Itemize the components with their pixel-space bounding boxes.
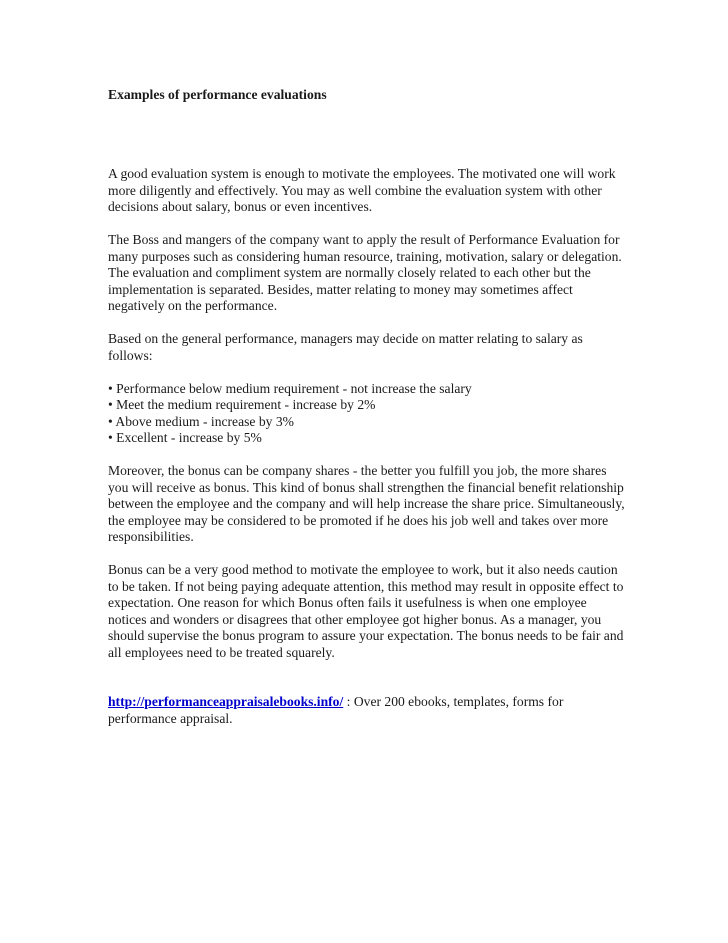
paragraph-bonus-caution: Bonus can be a very good method to motivate the employee to work, but it also needs caution to be taken. If not being paying adequate attention, this method may result in opposite effect to expectation. One reason for which Bonus often fails it usefulness is when one employee notices and wonders or disagrees that other employee got higher bonus. As a manager, you should supervise the bonus program to assure your expectation. The bonus needs to be fair and all employees need to be treated squarely.: [108, 562, 624, 660]
paragraph-boss-managers: The Boss and mangers of the company want to apply the result of Performance Evaluation for many purposes such as considering human resource, training, motivation, salary or delegation. The evaluation and compliment system are normally closely related to each other but the implementation is separated. Besides, matter relating to money may sometimes affect negatively on the performance.: [108, 232, 622, 313]
bullet-item: • Above medium - increase by 3%: [108, 413, 294, 429]
bullet-item: • Meet the medium requirement - increase by 2%: [108, 397, 376, 412]
footer-note: [108, 694, 628, 727]
document-body: [108, 166, 628, 678]
paragraph-intro: A good evaluation system is enough to motivate the employees. The motivated one will work more diligently and effectively. You may as well combine the evaluation system with other decisions about salary, bonus or even incentives.: [108, 166, 616, 214]
paragraph-salary-intro: Based on the general performance, managers may decide on matter relating to salary as follows:: [108, 331, 583, 363]
bullet-item: • Excellent - increase by 5%: [108, 430, 262, 445]
document-title: Examples of performance evaluations: [108, 87, 327, 102]
bullet-item: • Performance below medium requirement - not increase the salary: [108, 380, 472, 396]
footer-text: : Over 200 ebooks, templates, forms for performance appraisal.: [108, 694, 564, 726]
salary-bullet-list: [108, 381, 628, 447]
paragraph-shares-bonus: Moreover, the bonus can be company shares - the better you fulfill you job, the more shares you will receive as bonus. This kind of bonus shall strengthen the financial benefit relationship between the employee and the company and will help increase the share price. Simultaneously, the employee may be considered to be promoted if he does his job well and takes over more responsibilities.: [108, 463, 625, 544]
ebooks-link[interactable]: http://performanceappraisalebooks.info/: [108, 694, 344, 709]
